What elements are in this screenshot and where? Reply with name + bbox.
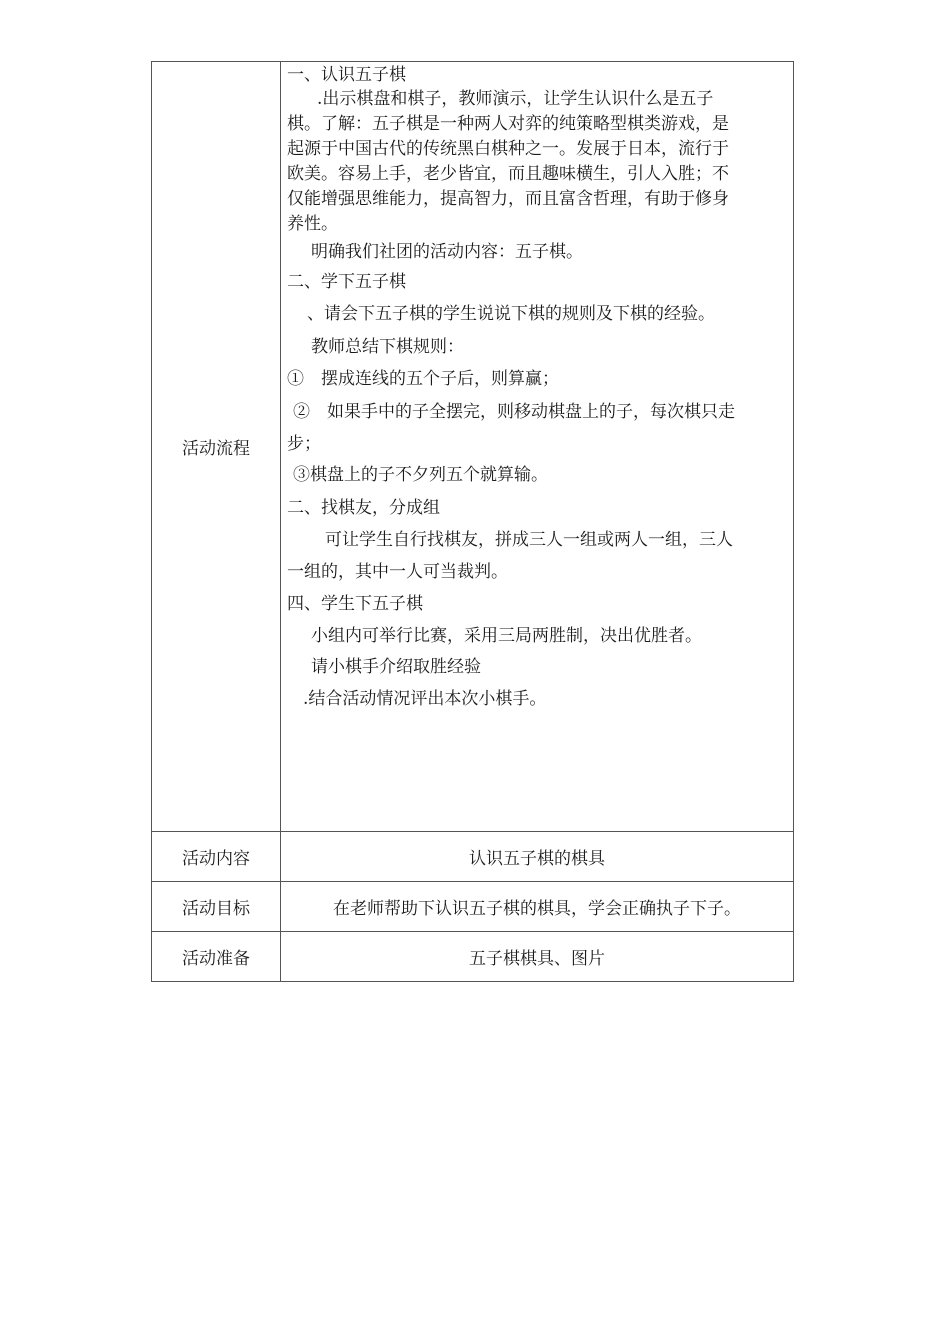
flow-line: ③棋盘上的子不夕列五个就算输。 <box>293 465 548 485</box>
flow-line: 二、学下五子棋 <box>287 272 406 292</box>
flow-line: 明确我们社团的活动内容：五子棋。 <box>311 242 583 262</box>
prep-value: 五子棋棋具、图片 <box>281 932 794 982</box>
flow-line: ② 如果手中的子全摆完，则移动棋盘上的子，每次棋只走 <box>293 402 735 422</box>
flow-line: 、请会下五子棋的学生说说下棋的规则及下棋的经验。 <box>307 304 715 324</box>
goal-row <box>152 882 794 932</box>
prep-row <box>152 932 794 982</box>
prep-label: 活动准备 <box>152 932 281 982</box>
flow-row <box>152 62 794 832</box>
flow-label: 活动流程 <box>152 62 281 832</box>
flow-line: 二、找棋友，分成组 <box>287 498 440 518</box>
flow-line: 教师总结下棋规则： <box>311 337 464 357</box>
flow-line: .出示棋盘和棋子，教师演示，让学生认识什么是五子 <box>317 89 714 109</box>
flow-line: 四、学生下五子棋 <box>287 594 423 614</box>
goal-value: 在老师帮助下认识五子棋的棋具，学会正确执子下子。 <box>281 882 794 932</box>
flow-line: 棋。了解：五子棋是一种两人对弈的纯策略型棋类游戏，是 <box>287 114 729 134</box>
flow-line: 步； <box>287 434 321 454</box>
flow-line: 可让学生自行找棋友，拼成三人一组或两人一组，三人 <box>325 530 733 550</box>
flow-line: 一组的，其中一人可当裁判。 <box>287 562 508 582</box>
flow-line: 欧美。容易上手，老少皆宜，而且趣味横生，引人入胜；不 <box>287 164 729 184</box>
flow-content <box>281 62 794 832</box>
flow-line: 仅能增强思维能力，提高智力，而且富含哲理，有助于修身 <box>287 189 729 209</box>
content-row <box>152 832 794 882</box>
flow-line: ① 摆成连线的五个子后，则算赢； <box>287 369 559 389</box>
flow-line: 请小棋手介绍取胜经验 <box>311 657 481 677</box>
flow-line: .结合活动情况评出本次小棋手。 <box>303 689 547 709</box>
content-value: 认识五子棋的棋具 <box>281 832 794 882</box>
activity-table <box>151 61 794 982</box>
content-label: 活动内容 <box>152 832 281 882</box>
goal-label: 活动目标 <box>152 882 281 932</box>
flow-line: 养性。 <box>287 214 338 234</box>
flow-line: 起源于中国古代的传统黑白棋种之一。发展于日本，流行于 <box>287 139 729 159</box>
flow-line: 小组内可举行比赛，采用三局两胜制，决出优胜者。 <box>311 626 702 646</box>
flow-line: 一、认识五子棋 <box>287 65 406 85</box>
flow-lines <box>287 64 787 715</box>
